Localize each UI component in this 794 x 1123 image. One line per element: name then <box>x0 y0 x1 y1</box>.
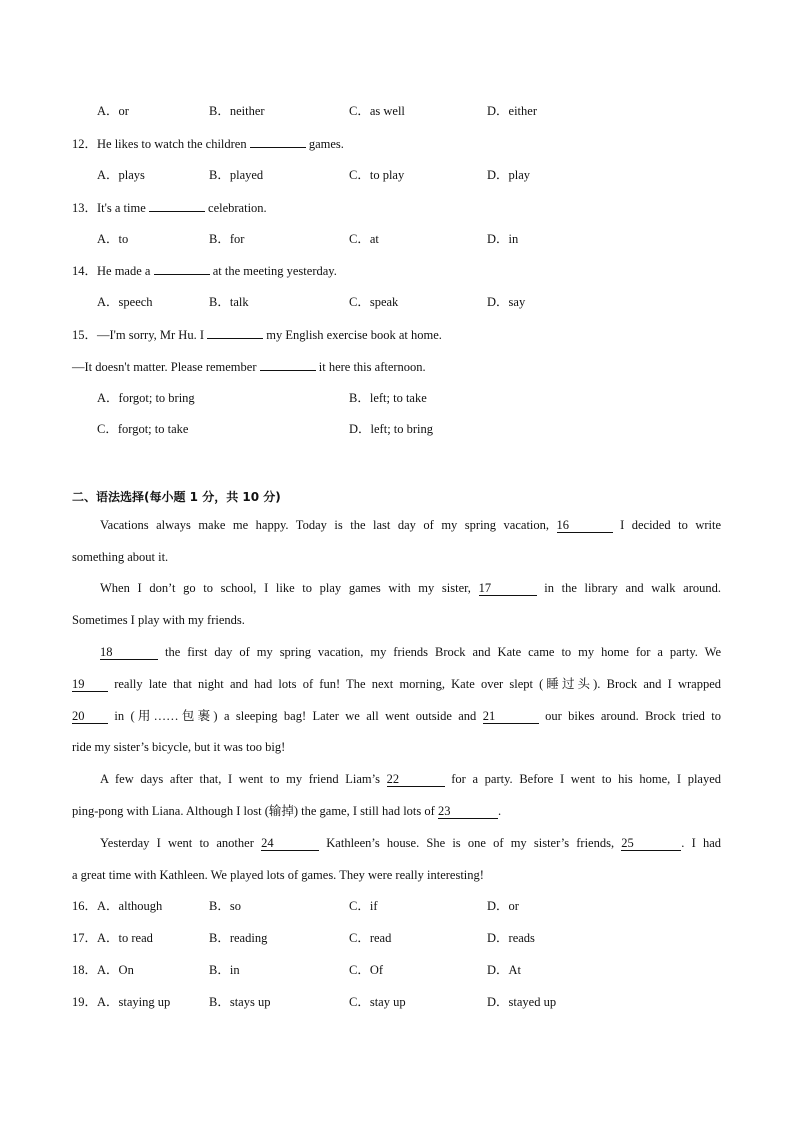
q14-option-b: B．talk <box>209 295 249 309</box>
passage-line: something about it. <box>72 550 169 564</box>
q17-row: 17．A．to read <box>72 931 153 945</box>
answer-blank <box>207 326 263 339</box>
passage-line: ping-pong with Liana. Although I lost (输掉) the game, I still had lots of 23 . <box>72 804 502 818</box>
answer-blank <box>149 199 205 212</box>
numbered-blank-18: 18 <box>100 645 158 660</box>
q18-option-b: B．in <box>209 963 240 977</box>
numbered-blank-20: 20 <box>72 709 108 724</box>
q16-row: 16．A．although <box>72 899 163 913</box>
q13-stem: 13．It's a time celebration. <box>72 201 267 215</box>
q14-option-d: D．say <box>487 295 526 309</box>
passage-line: Vacations always make me happy. Today is the last day of my spring vacation, 16 I decided to write <box>100 518 722 532</box>
q13-option-d: D．in <box>487 232 519 246</box>
numbered-blank-24: 24 <box>261 836 319 851</box>
passage-line: Yesterday I went to another 24 Kathleen’s house. She is one of my sister’s friends, 25 . I had <box>100 836 722 850</box>
answer-blank <box>260 358 316 371</box>
q14-option-a: A．speech <box>97 295 153 309</box>
q12-option-c: C．to play <box>349 168 405 182</box>
q14-option-c: C．speak <box>349 295 399 309</box>
q12-option-d: D．play <box>487 168 531 182</box>
numbered-blank-16: 16 <box>557 518 613 533</box>
q19-option-d: D．stayed up <box>487 995 557 1009</box>
numbered-blank-22: 22 <box>387 772 445 787</box>
q16-option-c: C．if <box>349 899 378 913</box>
numbered-blank-23: 23 <box>438 804 498 819</box>
q12-option-a: A．plays <box>97 168 145 182</box>
section-heading: 二、语法选择(每小题 1 分，共 10 分) <box>72 490 281 504</box>
answer-blank <box>250 135 306 148</box>
passage-line: Sometimes I play with my friends. <box>72 613 245 627</box>
q12-option-b: B．played <box>209 168 264 182</box>
q12-stem: 12．He likes to watch the children games. <box>72 137 344 151</box>
q16-option-b: B．so <box>209 899 241 913</box>
q13-option-a: A．to <box>97 232 129 246</box>
passage-line: A few days after that, I went to my friend Liam’s 22 for a party. Before I went to his home, I played <box>100 772 722 786</box>
q11-option-b: B．neither <box>209 104 265 118</box>
q13-option-c: C．at <box>349 232 379 246</box>
numbered-blank-21: 21 <box>483 709 539 724</box>
passage-line: 18 the first day of my spring vacation, my friends Brock and Kate came to my home for a party. We <box>100 645 721 659</box>
q19-option-b: B．stays up <box>209 995 271 1009</box>
q19-option-c: C．stay up <box>349 995 406 1009</box>
q15-option-b: B．left; to take <box>349 391 427 405</box>
q18-option-c: C．Of <box>349 963 384 977</box>
passage-line: When I don’t go to school, I like to play games with my sister, 17 in the library and walk around. <box>100 581 722 595</box>
q15-option-c: C．forgot; to take <box>97 422 189 436</box>
q11-option-c: C．as well <box>349 104 405 118</box>
q16-option-d: D．or <box>487 899 519 913</box>
numbered-blank-19: 19 <box>72 677 108 692</box>
q18-option-d: D．At <box>487 963 522 977</box>
q11-option-a: A．or <box>97 104 129 118</box>
q15-stem-line1: 15．—I'm sorry, Mr Hu. I my English exercise book at home. <box>72 328 442 342</box>
q18-row: 18．A．On <box>72 963 134 977</box>
passage-line: 19 really late that night and had lots of fun! The next morning, Kate over slept (睡过头). Brock and I wrapped <box>72 677 722 691</box>
passage-line: 20 in (用……包裹) a sleeping bag! Later we all went outside and 21 our bikes around. Brock tried to <box>72 709 722 723</box>
q17-option-c: C．read <box>349 931 392 945</box>
q13-option-b: B．for <box>209 232 245 246</box>
passage-line: ride my sister’s bicycle, but it was too big! <box>72 740 286 754</box>
q15-option-a: A．forgot; to bring <box>97 391 195 405</box>
q14-stem: 14．He made a at the meeting yesterday. <box>72 264 337 278</box>
q17-option-d: D．reads <box>487 931 535 945</box>
numbered-blank-25: 25 <box>621 836 681 851</box>
q11-option-d: D．either <box>487 104 537 118</box>
q19-row: 19．A．staying up <box>72 995 171 1009</box>
q15-stem-line2: —It doesn't matter. Please remember it here this afternoon. <box>72 360 426 374</box>
passage-line: a great time with Kathleen. We played lots of games. They were really interesting! <box>72 868 484 882</box>
numbered-blank-17: 17 <box>479 581 537 596</box>
q15-option-d: D．left; to bring <box>349 422 434 436</box>
q17-option-b: B．reading <box>209 931 268 945</box>
answer-blank <box>154 262 210 275</box>
